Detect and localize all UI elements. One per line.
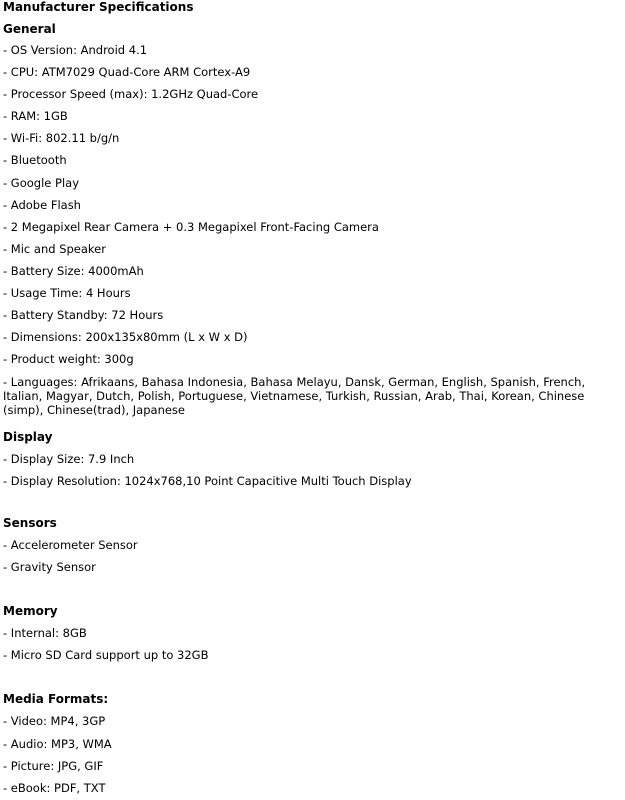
list-item: - Picture: JPG, GIF <box>3 759 104 773</box>
list-item: - Usage Time: 4 Hours <box>3 286 131 300</box>
list-item: - OS Version: Android 4.1 <box>3 43 148 57</box>
section-heading-media-formats: Media Formats: <box>3 692 109 706</box>
section-heading-display: Display <box>3 430 53 444</box>
list-item: - Internal: 8GB <box>3 626 87 640</box>
list-item: - Dimensions: 200x135x80mm (L x W x D) <box>3 330 248 344</box>
list-item: - Processor Speed (max): 1.2GHz Quad-Core <box>3 87 259 101</box>
list-item: - Wi-Fi: 802.11 b/g/n <box>3 131 120 145</box>
list-item: - Video: MP4, 3GP <box>3 714 106 728</box>
list-item: - Display Resolution: 1024x768,10 Point Capacitive Multi Touch Display <box>3 474 412 488</box>
list-item: - RAM: 1GB <box>3 109 68 123</box>
section-heading-memory: Memory <box>3 604 58 618</box>
page-title: Manufacturer Specifications <box>3 0 194 14</box>
list-item: - eBook: PDF, TXT <box>3 781 106 795</box>
list-item: - Gravity Sensor <box>3 560 96 574</box>
list-item: - Battery Standby: 72 Hours <box>3 308 164 322</box>
list-item: - Audio: MP3, WMA <box>3 737 112 751</box>
list-item-languages: - Languages: Afrikaans, Bahasa Indonesia, Bahasa Melayu, Dansk, German, English, Spanish, French, Italian, Magyar, Dutch, Polish, Portuguese, Vietnamese, Turkish, Russian, Arab, Thai, Korean, Chinese (simp), Chinese(trad), Japanese <box>3 375 586 417</box>
list-item: - Battery Size: 4000mAh <box>3 264 144 278</box>
list-item: - Mic and Speaker <box>3 242 106 256</box>
list-item: - Micro SD Card support up to 32GB <box>3 648 209 662</box>
list-item: - CPU: ATM7029 Quad-Core ARM Cortex-A9 <box>3 65 251 79</box>
list-item: - Adobe Flash <box>3 198 81 212</box>
section-heading-general: General <box>3 22 56 36</box>
list-item: - Accelerometer Sensor <box>3 538 138 552</box>
list-item: - Google Play <box>3 176 79 190</box>
list-item: - Bluetooth <box>3 153 67 167</box>
list-item: - Display Size: 7.9 Inch <box>3 452 135 466</box>
section-heading-sensors: Sensors <box>3 516 57 530</box>
list-item: - 2 Megapixel Rear Camera + 0.3 Megapixel Front-Facing Camera <box>3 220 379 234</box>
list-item: - Product weight: 300g <box>3 352 134 366</box>
